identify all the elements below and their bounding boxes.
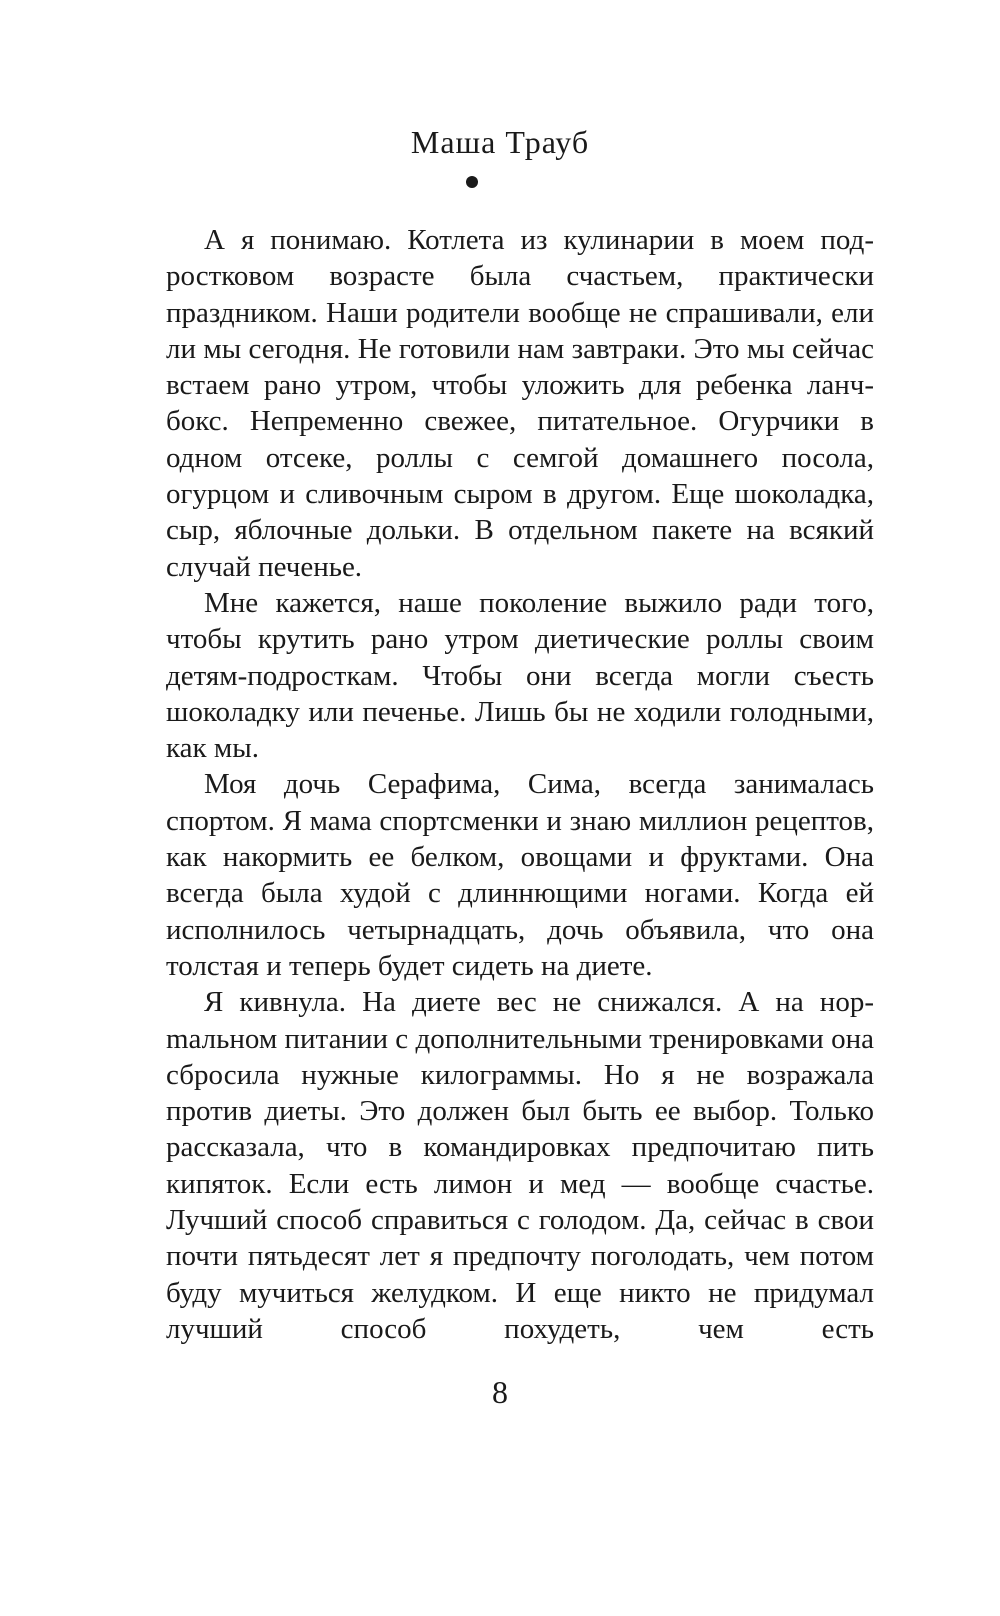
page-body-text [166,222,874,1347]
header-bullet-ornament [466,176,478,188]
paragraph-4: Я кивнула. На диете вес не снижался. А на норmальном питании с дополнительными тренировками она сбросила нужные килограммы. Но я не возражала против диеты. Это должен был быть ее выбор. Только рассказала, что в командировках предпочитаю пить кипяток. Если есть лимон и мед — вообще счастье. Лучший способ справиться с голодом. Да, сейчас в свои почти пятьдесят лет я предпочту поголодать, чем потом буду мучиться желудком. И еще никто не придумал лучший способ похудеть, чем есть [166,986,874,1345]
author-name: Маша Трауб [410,124,590,160]
running-header [0,122,1000,188]
paragraph-2: Мне кажется, наше поколение выжило ради того, чтобы крутить рано утром диетические роллы своим детям-подросткам. Чтобы они всегда могли съесть шоколадку или печенье. Лишь бы не ходили голодными, как мы. [166,586,874,765]
paragraph-1: А я понимаю. Котлета из кулинарии в моем подростковом возрасте была счастьем, практически праздником. Наши родители вообще не спрашивали, ели ли мы сегодня. Не готовили нам завтраки. Это мы сейчас встаем рано утром, чтобы уложить для ребенка ланч-бокс. Непременно свежее, питательное. Огурчики в одном отсеке, роллы с семгой домашнего посола, огурцом и сливочным сыром в другом. Еще шоколадка, сыр, яблочные дольки. В отдельном пакете на всякий случай печенье. [166,224,874,583]
paragraph-3: Моя дочь Серафима, Сима, всегда занималась спортом. Я мама спортсменки и знаю миллион рецептов, как накормить ее белком, овощами и фруктами. Она всегда была худой с длиннющими ногами. Когда ей исполнилось четырнадцать, дочь объявила, что она толстая и теперь будет сидеть на диете. [166,768,874,982]
page-number: 8 [492,1374,508,1410]
